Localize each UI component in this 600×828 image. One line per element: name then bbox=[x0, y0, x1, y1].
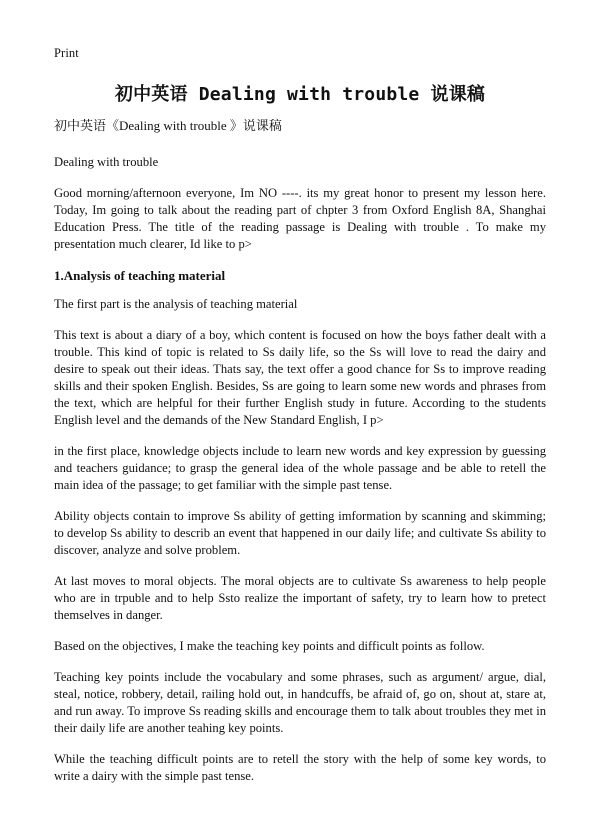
body-paragraph: This text is about a diary of a boy, which content is focused on how the boys father dealt with a trouble. This kind of topic is related to Ss daily life, so the Ss will love to read the dairy and desire to speak out their ideas. Thats say, the text offer a good chance for Ss to improve reading skills and their spoken English. Besides, Ss are going to learn some new words and phrases from the text, which are helpful for their further English study in future. According to the students English level and the demands of the New Standard English, I p> bbox=[54, 328, 546, 427]
body-paragraph: While the teaching difficult points are to retell the story with the help of some key words, to write a dairy with the simple past tense. bbox=[54, 752, 546, 783]
body-paragraph: Teaching key points include the vocabulary and some phrases, such as argument/ argue, dial, steal, notice, robbery, detail, railing hold out, in handcuffs, be afraid of, go on, shout at, stare at, and run away. To improve Ss reading skills and encourage them to talk about troubles they met in their daily life are another teahing key points. bbox=[54, 670, 546, 735]
body-paragraph: Based on the objectives, I make the teaching key points and difficult points as follow. bbox=[54, 639, 485, 653]
document-subtitle: 初中英语《Dealing with trouble 》说课稿 bbox=[54, 118, 282, 133]
page-title: 初中英语 Dealing with trouble 说课稿 bbox=[114, 84, 486, 105]
body-paragraph: in the first place, knowledge objects include to learn new words and key expression by guessing and teachers guidance; to grasp the general idea of the whole passage and be able to retell the main idea of the passage; to get familiar with the simple past tense. bbox=[54, 444, 546, 492]
document-body bbox=[54, 117, 546, 799]
body-paragraph: Ability objects contain to improve Ss ability of getting imformation by scanning and skimming; to develop Ss ability to describ an event that happened in our daily life; and cultivate Ss ability to discover, analyze and solve problem. bbox=[54, 509, 546, 557]
section-heading: 1.Analysis of teaching material bbox=[54, 268, 226, 283]
section-intro: The first part is the analysis of teaching material bbox=[54, 297, 298, 311]
topic-line: Dealing with trouble bbox=[54, 155, 159, 169]
body-paragraph: At last moves to moral objects. The moral objects are to cultivate Ss awareness to help people who are in trpuble and to help Ssto realize the important of safety, try to learn how to pretect themselves in danger. bbox=[54, 574, 546, 622]
print-link[interactable]: Print bbox=[54, 46, 79, 60]
intro-paragraph: Good morning/afternoon everyone, Im NO ----. its my great honor to present my lesson here. Today, Im going to talk about the reading part of chpter 3 from Oxford English 8A, Shanghai Education Press. The title of the reading passage is Dealing with trouble . To make my presentation much clearer, Id like to p> bbox=[54, 186, 546, 251]
